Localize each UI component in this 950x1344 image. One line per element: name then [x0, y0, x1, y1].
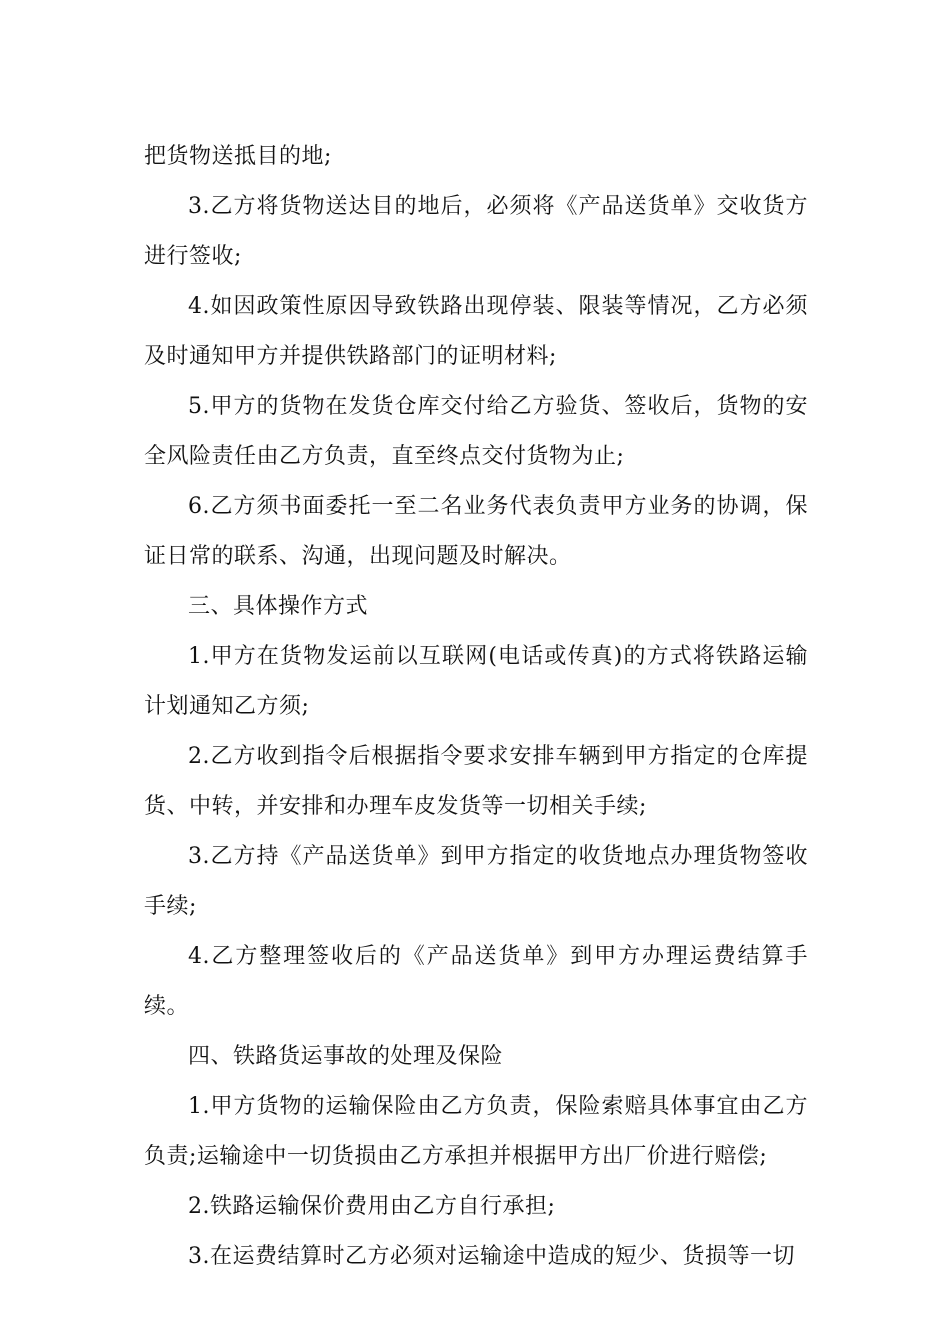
- paragraph-clause-3-3: 3.乙方持《产品送货单》到甲方指定的收货地点办理货物签收手续;: [144, 844, 808, 919]
- section-heading-4: 四、铁路货运事故的处理及保险: [188, 1044, 504, 1069]
- paragraph-clause-3-2: 2.乙方收到指令后根据指令要求安排车辆到甲方指定的仓库提货、中转，并安排和办理车皮发货等一切相关手续;: [144, 744, 808, 819]
- paragraph-clause-2-6: 6.乙方须书面委托一至二名业务代表负责甲方业务的协调，保证日常的联系、沟通，出现问题及时解决。: [144, 494, 808, 569]
- paragraph-clause-4-3: 3.在运费结算时乙方必须对运输途中造成的短少、货损等一切: [188, 1244, 795, 1269]
- paragraph-continuation: 把货物送抵目的地;: [144, 144, 332, 169]
- paragraph-clause-2-3: 3.乙方将货物送达目的地后，必须将《产品送货单》交收货方进行签收;: [144, 194, 808, 269]
- paragraph-clause-2-4: 4.如因政策性原因导致铁路出现停装、限装等情况，乙方必须及时通知甲方并提供铁路部门的证明材料;: [144, 294, 808, 369]
- paragraph-clause-2-5: 5.甲方的货物在发货仓库交付给乙方验货、签收后，货物的安全风险责任由乙方负责，直至终点交付货物为止;: [144, 394, 808, 469]
- paragraph-clause-4-2: 2.铁路运输保价费用由乙方自行承担;: [188, 1194, 556, 1219]
- document-body: [144, 132, 808, 1282]
- paragraph-clause-3-4: 4.乙方整理签收后的《产品送货单》到甲方办理运费结算手续。: [144, 944, 808, 1019]
- section-heading-3: 三、具体操作方式: [188, 594, 369, 619]
- paragraph-clause-3-1: 1.甲方在货物发运前以互联网(电话或传真)的方式将铁路运输计划通知乙方须;: [144, 644, 808, 719]
- paragraph-clause-4-1: 1.甲方货物的运输保险由乙方负责，保险索赔具体事宜由乙方负责;运输途中一切货损由乙方承担并根据甲方出厂价进行赔偿;: [144, 1094, 808, 1169]
